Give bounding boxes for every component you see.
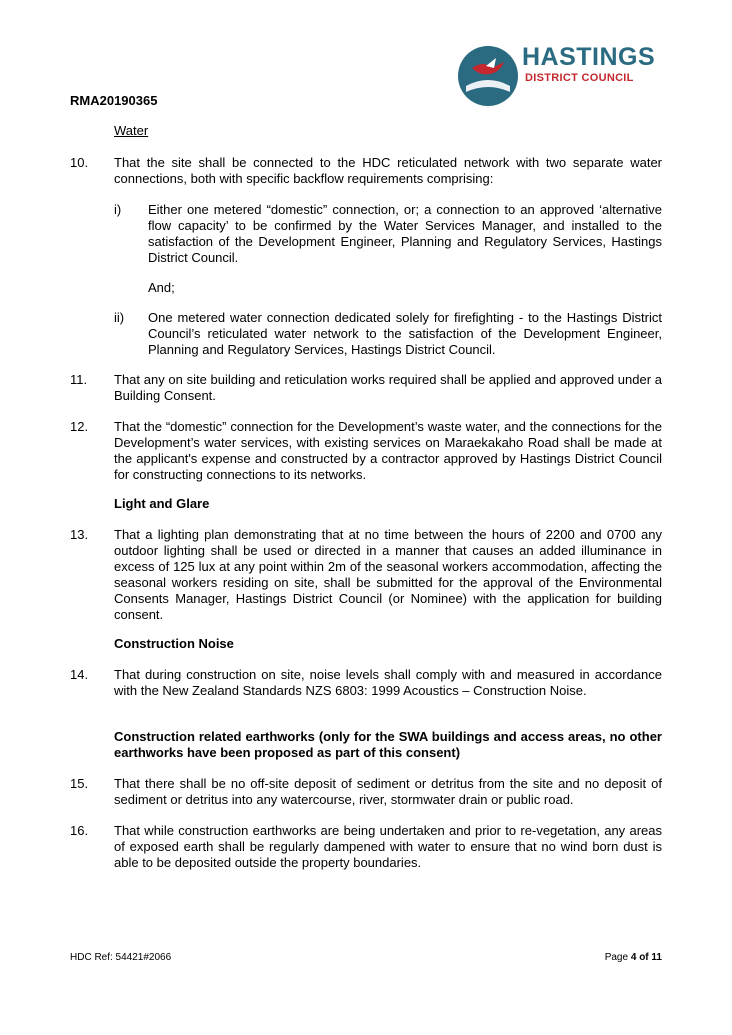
condition-text: That while construction earthworks are being undertaken and prior to re-vegetation, any areas of exposed earth shall be regularly dampened with water to ensure that no wind born dust is able to be deposited outside the property boundaries.: [114, 823, 662, 870]
total-pages: 11: [651, 952, 662, 963]
condition-text: That the “domestic” connection for the Development’s waste water, and the connections for the Development’s water services, with existing services on Maraekakaho Road shall be made at the applicant's expense and constructed by a contractor approved by Hastings District Council for constructing connections to its networks.: [114, 419, 662, 482]
and-connector: And;: [148, 280, 175, 295]
consent-reference: RMA20190365: [70, 93, 158, 108]
condition-text: That there shall be no off-site deposit of sediment or detritus from the site and no deposit of sediment or detritus into any watercourse, river, stormwater drain or public road.: [114, 776, 662, 807]
condition-text: That any on site building and reticulation works required shall be applied and approved under a Building Consent.: [114, 372, 662, 403]
hastings-logo: [456, 42, 666, 108]
condition-number: 11.: [70, 372, 88, 387]
page-label: Page: [604, 952, 629, 963]
logo-subtitle: DISTRICT COUNCIL: [525, 72, 634, 84]
light-glare-heading: Light and Glare: [114, 496, 210, 511]
condition-text: That during construction on site, noise levels shall comply with and measured in accordance with the New Zealand Standards NZS 6803: 1999 Acoustics – Construction Noise.: [114, 667, 662, 698]
earthworks-heading: Construction related earthworks (only for the SWA buildings and access areas, no other earthworks have been proposed as part of this consent): [114, 729, 662, 760]
page-of: of: [639, 952, 649, 963]
footer-reference: HDC Ref: 54421#2066: [70, 952, 172, 963]
page-number: [605, 950, 662, 966]
condition-number: 12.: [70, 419, 89, 434]
sub-clause-text: One metered water connection dedicated solely for firefighting - to the Hastings District Council’s reticulated water network to the satisfaction of the Development Engineer, Planning and Regulatory Services, Hastings District Council.: [148, 310, 662, 357]
condition-number: 14.: [70, 667, 89, 682]
current-page: 4: [630, 952, 637, 963]
sub-clause-number: i): [114, 202, 122, 217]
condition-number: 15.: [70, 776, 89, 791]
hawk-emblem-icon: [456, 44, 520, 108]
sub-clause-number: ii): [114, 310, 125, 325]
water-heading: Water: [114, 123, 149, 138]
construction-noise-heading: Construction Noise: [114, 636, 234, 651]
condition-number: 13.: [70, 527, 89, 542]
logo-name: HASTINGS: [522, 43, 656, 71]
condition-number: 16.: [70, 823, 89, 838]
condition-number: 10.: [70, 155, 89, 170]
condition-text: That a lighting plan demonstrating that at no time between the hours of 2200 and 0700 any outdoor lighting shall be used or directed in a manner that causes an added illuminance in excess of 125 lux at any point within 2m of the seasonal workers accommodation, affecting the seasonal workers residing on site, shall be submitted for the approval of the Environmental Consents Manager, Hastings District Council (or Nominee) with the application for building consent.: [114, 527, 662, 622]
condition-text: That the site shall be connected to the HDC reticulated network with two separate water connections, both with specific backflow requirements comprising:: [114, 155, 662, 186]
sub-clause-text: Either one metered “domestic” connection, or; a connection to an approved ‘alternative flow capacity’ to be confirmed by the Water Services Manager, and installed to the satisfaction of the Development Engineer, Planning and Regulatory Services, Hastings District Council.: [148, 202, 662, 265]
